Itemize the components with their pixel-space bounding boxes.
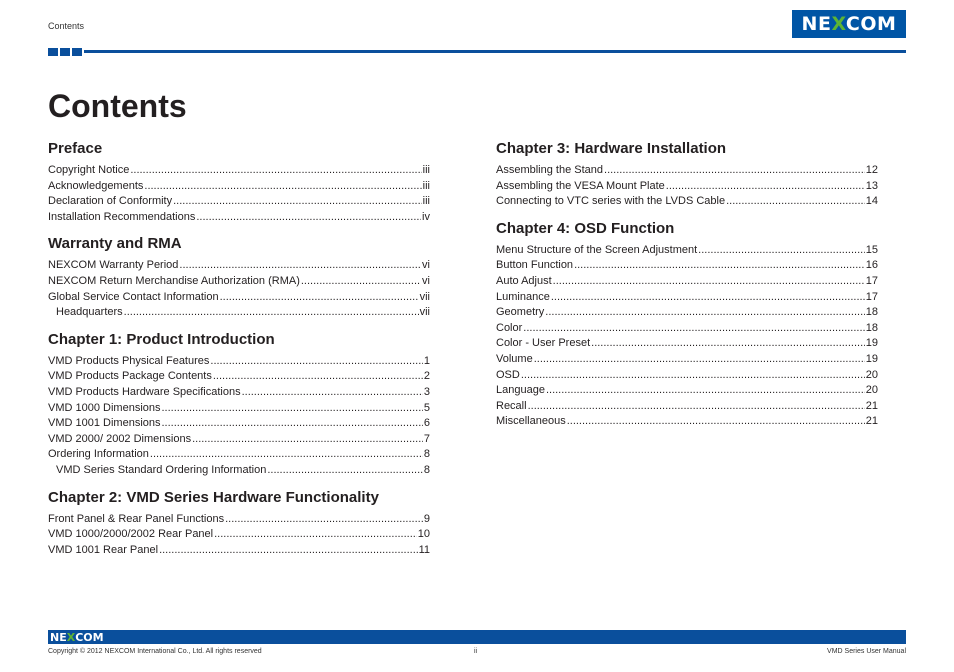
footer-nexcom-logo: NE X COM	[50, 630, 104, 644]
toc-section	[48, 489, 430, 559]
toc-entry-title: Language	[496, 384, 545, 397]
toc-entry-page: 21	[865, 415, 878, 428]
toc-entry-link[interactable]	[496, 274, 878, 290]
toc-entry-link[interactable]	[48, 416, 430, 432]
dot-leader	[528, 399, 865, 415]
toc-entry-page: 3	[423, 385, 430, 398]
toc-entry-page: 8	[423, 463, 430, 476]
toc-entry-page: 19	[865, 352, 878, 365]
toc-entry-title: Color - User Preset	[496, 337, 591, 350]
toc-entry-link[interactable]	[48, 447, 430, 463]
toc-entry-page: 9	[423, 512, 430, 525]
toc-entry-title: OSD	[496, 368, 520, 381]
toc-entry-page: iii	[422, 195, 430, 208]
toc-section-heading: Preface	[48, 140, 103, 157]
toc-entry-link[interactable]	[48, 401, 430, 417]
dot-leader	[144, 179, 421, 195]
dot-leader	[591, 336, 865, 352]
dot-leader	[534, 352, 865, 368]
dot-leader	[567, 414, 865, 430]
toc-entry-title: Ordering Information	[48, 448, 149, 461]
toc-entry-link[interactable]	[48, 274, 430, 290]
decor-square	[48, 48, 58, 56]
toc-entry-title: VMD 1000 Dimensions	[48, 401, 161, 414]
toc-entry-page: 7	[423, 432, 430, 445]
toc-entry-link[interactable]	[496, 414, 878, 430]
toc-left-column	[48, 140, 430, 568]
dot-leader	[213, 369, 423, 385]
toc-entry-link[interactable]	[48, 163, 430, 179]
toc-entry-title: Button Function	[496, 259, 574, 272]
decor-square	[60, 48, 70, 56]
toc-section-heading: Chapter 3: Hardware Installation	[496, 140, 727, 157]
toc-entry-link[interactable]	[48, 369, 430, 385]
toc-entry-title: Miscellaneous	[496, 415, 566, 428]
toc-section-heading: Chapter 2: VMD Series Hardware Functionality	[48, 488, 379, 506]
toc-entry-title: VMD 1001 Rear Panel	[48, 543, 159, 556]
toc-entry-title: Headquarters	[56, 306, 123, 319]
toc-entry-page: vi	[422, 274, 430, 287]
toc-entry-title: Copyright Notice	[48, 164, 130, 176]
dot-leader	[173, 194, 422, 210]
header-rule	[84, 50, 906, 53]
footer-copyright: Copyright © 2012 NEXCOM International Co., Ltd. All rights reserved	[48, 648, 262, 655]
toc-entry-title: VMD Products Hardware Specifications	[48, 385, 241, 398]
toc-entry-title: VMD 1000/2000/2002 Rear Panel	[48, 528, 214, 541]
toc-entry-link[interactable]	[48, 194, 430, 210]
toc-entry-title: Global Service Contact Information	[48, 290, 219, 303]
toc-entry-title: Assembling the Stand	[496, 164, 604, 176]
toc-entry-link[interactable]	[48, 432, 430, 448]
toc-entry-link[interactable]	[48, 258, 430, 274]
toc-entry-page: 11	[418, 543, 430, 556]
dot-leader	[159, 543, 418, 559]
toc-entry-link[interactable]	[496, 258, 878, 274]
toc-entry-page: 2	[423, 370, 430, 383]
toc-entry-link[interactable]	[496, 243, 878, 259]
dot-leader	[225, 512, 423, 528]
toc-entry-title: Assembling the VESA Mount Plate	[496, 179, 665, 192]
toc-section	[48, 235, 430, 320]
toc-entry-page: 21	[865, 399, 878, 412]
page-title: Contents	[48, 88, 187, 124]
toc-entry-link[interactable]	[496, 321, 878, 337]
toc-entry-page: 19	[865, 337, 878, 350]
dot-leader	[666, 179, 865, 195]
toc-entry-link[interactable]	[48, 290, 430, 306]
toc-section-heading: Chapter 4: OSD Function	[496, 219, 675, 237]
toc-entry-page: iii	[422, 179, 430, 192]
dot-leader	[553, 274, 865, 290]
toc-entry-title: VMD 1001 Dimensions	[48, 417, 161, 430]
toc-entry-page: 12	[865, 164, 878, 176]
toc-entry-link[interactable]	[496, 368, 878, 384]
toc-entry-title: VMD Products Package Contents	[48, 370, 212, 383]
nexcom-logo	[792, 10, 906, 38]
dot-leader	[192, 432, 423, 448]
toc-entry-title: Volume	[496, 352, 533, 365]
toc-entry-page: 1	[423, 354, 430, 367]
dot-leader	[523, 321, 864, 337]
toc-entry-title: Connecting to VTC series with the LVDS Cable	[496, 195, 726, 208]
dot-leader	[124, 305, 419, 321]
dot-leader	[130, 163, 421, 179]
toc-entry-title: Menu Structure of the Screen Adjustment	[496, 243, 698, 256]
toc-entry-title: Declaration of Conformity	[48, 195, 173, 208]
toc-entry-page: vi	[422, 259, 430, 272]
toc-entry-title: Color	[496, 321, 523, 334]
dot-leader	[150, 447, 423, 463]
dot-leader	[242, 385, 423, 401]
toc-entry-title: Geometry	[496, 306, 545, 319]
toc-entry-page: 14	[865, 195, 878, 208]
toc-entry-page: 17	[865, 274, 878, 287]
toc-entry-title: NEXCOM Warranty Period	[48, 259, 179, 272]
toc-entry-title: Recall	[496, 399, 527, 412]
toc-entry-page: 13	[865, 179, 878, 192]
toc-entry-page: 20	[865, 368, 878, 381]
dot-leader	[179, 258, 421, 274]
dot-leader	[267, 463, 423, 479]
toc-section	[496, 140, 878, 210]
toc-entry-title: Front Panel & Rear Panel Functions	[48, 512, 225, 525]
toc-entry-link[interactable]	[48, 305, 430, 321]
dot-leader	[162, 401, 423, 417]
dot-leader	[551, 290, 865, 306]
dot-leader	[521, 368, 865, 384]
toc-section-heading: Chapter 1: Product Introduction	[48, 330, 275, 348]
header-squares-decoration	[48, 48, 82, 56]
toc-section-heading: Warranty and RMA	[48, 235, 182, 253]
toc-entry-title: Installation Recommendations	[48, 210, 196, 223]
toc-entry-page: 8	[423, 448, 430, 461]
dot-leader	[196, 210, 421, 226]
toc-entry-page: 6	[423, 417, 430, 430]
toc-entry-link[interactable]	[496, 336, 878, 352]
toc-entry-link[interactable]	[496, 305, 878, 321]
toc-right-column	[496, 140, 878, 440]
toc-entry-link[interactable]	[48, 210, 430, 226]
toc-entry-link[interactable]	[496, 163, 878, 179]
dot-leader	[220, 290, 419, 306]
toc-entry-title: VMD Products Physical Features	[48, 354, 210, 367]
toc-entry-page: 16	[865, 259, 878, 272]
dot-leader	[545, 305, 864, 321]
dot-leader	[210, 354, 422, 370]
footer-bar	[48, 630, 906, 644]
toc-entry-page: iii	[422, 164, 430, 176]
toc-entry-link[interactable]	[48, 543, 430, 559]
toc-entry-link[interactable]	[48, 463, 430, 479]
dot-leader	[162, 416, 423, 432]
toc-entry-link[interactable]	[496, 352, 878, 368]
footer-manual-name: VMD Series User Manual	[827, 648, 906, 655]
toc-entry-page: vii	[419, 290, 430, 303]
toc-entry-page: iv	[422, 210, 430, 223]
toc-entry-link[interactable]	[496, 399, 878, 415]
toc-entry-page: 10	[417, 528, 430, 541]
toc-entry-link[interactable]	[48, 512, 430, 528]
toc-entry-link[interactable]	[48, 385, 430, 401]
toc-entry-page: 18	[865, 321, 878, 334]
dot-leader	[301, 274, 421, 290]
toc-entry-link[interactable]	[496, 383, 878, 399]
toc-entry-page: 20	[865, 384, 878, 397]
toc-entry-link[interactable]	[496, 290, 878, 306]
toc-entry-title: Acknowledgements	[48, 179, 144, 192]
toc-entry-page: 18	[865, 306, 878, 319]
dot-leader	[546, 383, 865, 399]
toc-section	[496, 220, 878, 430]
toc-entry-page: 15	[865, 243, 878, 256]
dot-leader	[698, 243, 865, 259]
nexcom-logo-text: NEXCOM	[801, 13, 897, 35]
toc-entry-title: Auto Adjust	[496, 274, 552, 287]
toc-entry-title: VMD Series Standard Ordering Information	[56, 463, 267, 476]
toc-entry-page: 5	[423, 401, 430, 414]
dot-leader	[726, 194, 865, 210]
dot-leader	[604, 163, 865, 179]
toc-entry-link[interactable]	[48, 179, 430, 195]
toc-entry-title: VMD 2000/ 2002 Dimensions	[48, 432, 192, 445]
toc-section	[48, 331, 430, 479]
toc-entry-page: 17	[865, 290, 878, 303]
footer-page-number: ii	[474, 648, 478, 655]
toc-entry-link[interactable]	[496, 179, 878, 195]
toc-section	[48, 140, 430, 225]
toc-entry-title: Luminance	[496, 290, 550, 303]
toc-entry-page: vii	[419, 306, 430, 319]
toc-entry-link[interactable]	[48, 527, 430, 543]
dot-leader	[574, 258, 865, 274]
header-section-label: Contents	[48, 21, 85, 31]
dot-leader	[214, 527, 417, 543]
decor-square	[72, 48, 82, 56]
toc-entry-link[interactable]	[496, 194, 878, 210]
toc-entry-title: NEXCOM Return Merchandise Authorization (RMA)	[48, 274, 300, 287]
toc-entry-link[interactable]	[48, 354, 430, 370]
